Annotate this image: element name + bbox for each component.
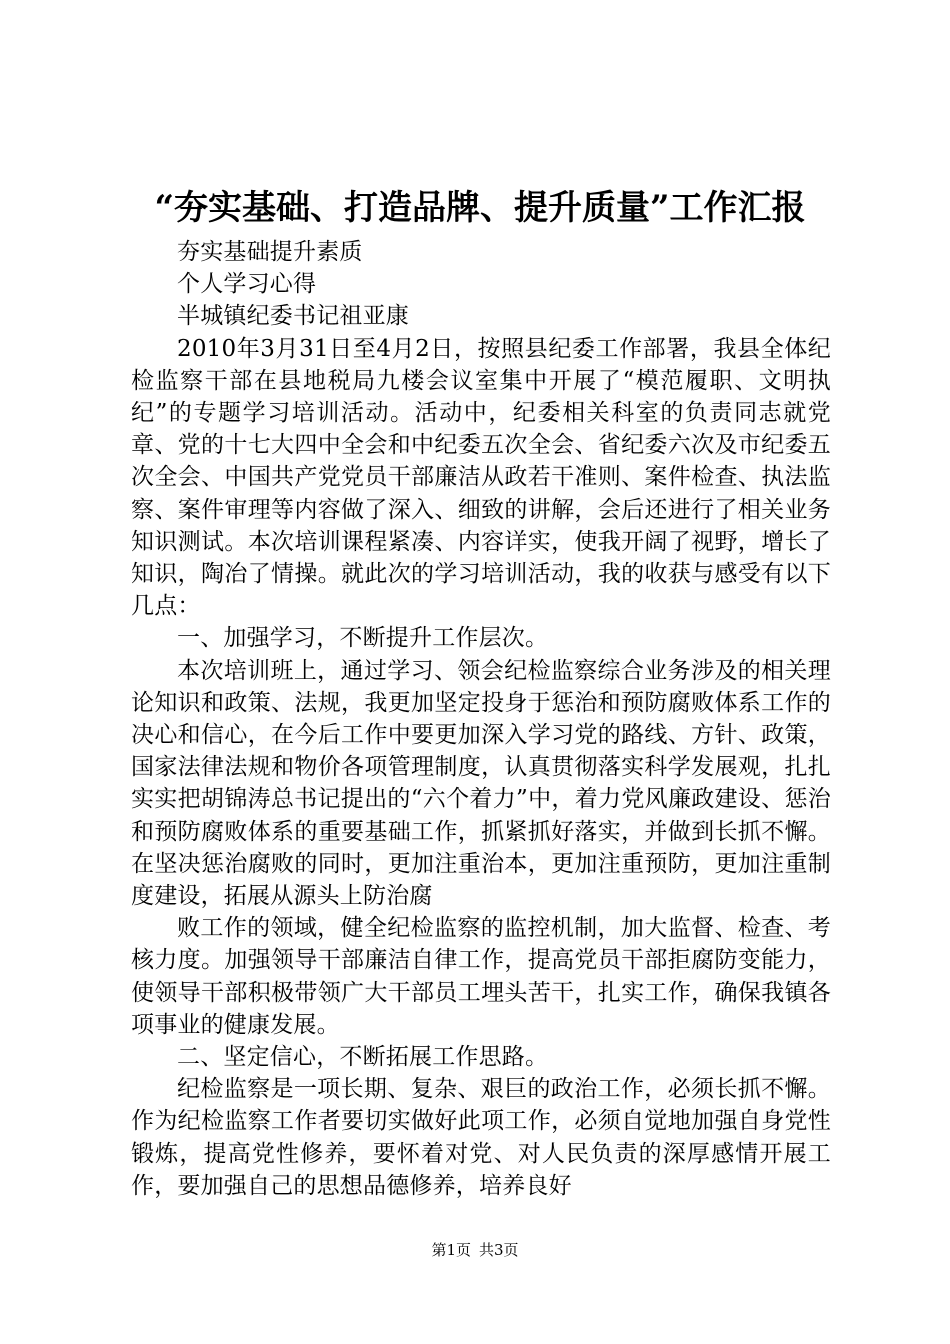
paragraph-section-2: 纪检监察是一项长期、复杂、艰巨的政治工作，必须长抓不懈。作为纪检监察工作者要切实做好此项工作，必须自觉地加强自身党性锻炼，提高党性修养，要怀着对党、对人民负责的深厚感情开展工作，要加强自己的思想品德修养，培养良好 xyxy=(131,1076,831,1199)
section-heading-2: 二、坚定信心，不断拓展工作思路。 xyxy=(177,1044,549,1071)
page-footer xyxy=(0,1240,950,1260)
paragraph-subtitle: 夯实基础提升素质 xyxy=(177,239,363,265)
document-body xyxy=(131,236,831,1202)
paragraph-intro: 2010年3月31日至4月2日，按照县纪委工作部署，我县全体纪检监察干部在县地税局九楼会议室集中开展了“模范履职、文明执纪”的专题学习培训活动。活动中，纪委相关科室的负责同志就党章、党的十七大四中全会和中纪委五次全会、省纪委六次及市纪委五次全会、中国共产党党员干部廉洁从政若干准则、案件检查、执法监察、案件审理等内容做了深入、细致的讲解，会后还进行了相关业务知识测试。本次培训课程紧凑、内容详实，使我开阔了视野，增长了知识，陶冶了情操。就此次的学习培训活动，我的收获与感受有以下几点： xyxy=(131,335,831,620)
page-total: 共3页 xyxy=(479,1241,519,1259)
paragraph-section-1b: 败工作的领域，健全纪检监察的监控机制，加大监督、检查、考核力度。加强领导干部廉洁自律工作，提高党员干部拒腐防变能力，使领导干部积极带领广大干部员工埋头苦干，扎实工作，确保我镇各项事业的健康发展。 xyxy=(131,915,831,1038)
paragraph-subtitle-2: 个人学习心得 xyxy=(177,271,317,298)
paragraph-author: 半城镇纪委书记祖亚康 xyxy=(177,303,409,330)
section-heading-1: 一、加强学习，不断提升工作层次。 xyxy=(177,625,549,652)
document-title: “夯实基础、打造品牌、提升质量”工作汇报 xyxy=(154,188,806,228)
paragraph-section-1a: 本次培训班上，通过学习、领会纪检监察综合业务涉及的相关理论知识和政策、法规，我更加坚定投身于惩治和预防腐败体系工作的决心和信心，在今后工作中要更加深入学习党的路线、方针、政策，国家法律法规和物价各项管理制度，认真贯彻落实科学发展观，扎扎实实把胡锦涛总书记提出的“六个着力”中，着力党风廉政建设、惩治和预防腐败体系的重要基础工作，抓紧抓好落实，并做到长抓不懈。在坚决惩治腐败的同时，更加注重治本，更加注重预防，更加注重制度建设，拓展从源头上防治腐 xyxy=(131,657,831,910)
page-number: 第1页 xyxy=(431,1241,471,1259)
